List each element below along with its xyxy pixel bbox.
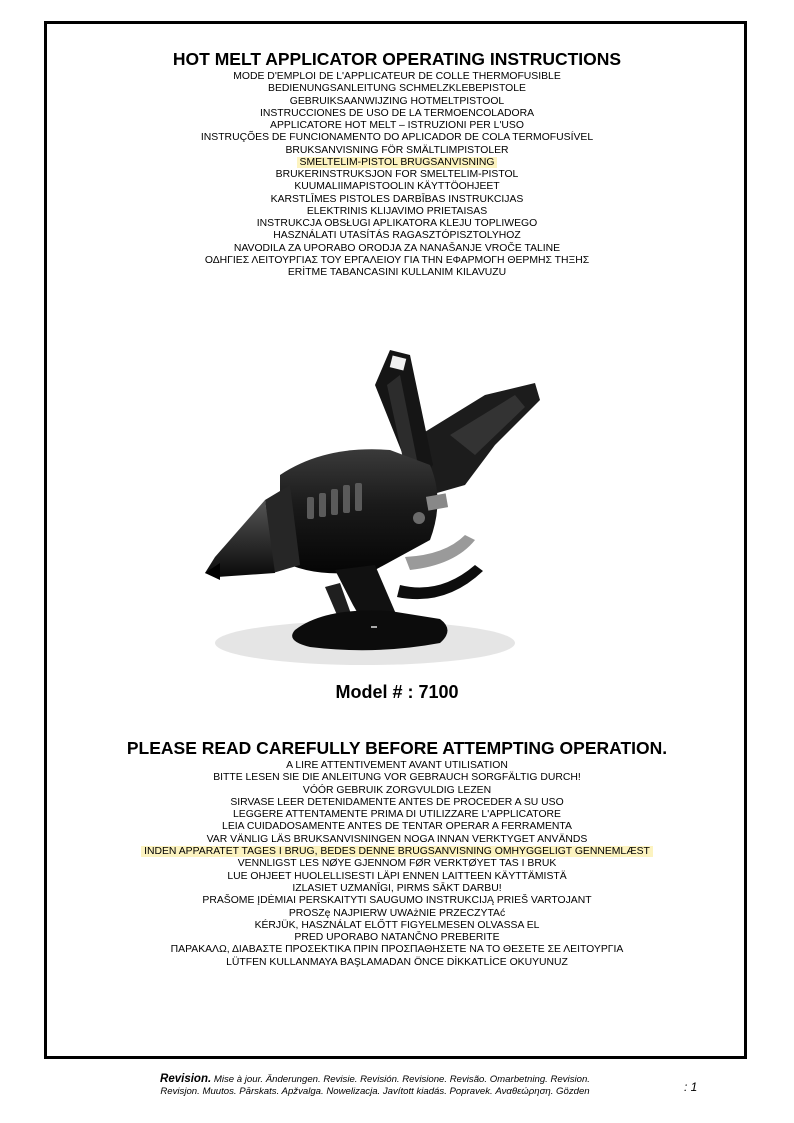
subtitle-text: APPLICATORE HOT MELT – ISTRUZIONI PER L'USO: [270, 120, 524, 131]
warning-text: VENNLIGST LES NØYE GJENNOM FØR VERKTØYET TAS I BRUK: [237, 858, 557, 870]
subtitle-text: ERİTME TABANCASINI KULLANIM KILAVUZU: [287, 267, 507, 278]
warning-line: [0, 834, 794, 846]
warning-line: [0, 858, 794, 870]
warning-line: [0, 785, 794, 797]
subtitle-line: [0, 267, 794, 279]
warning-text: LEGGERE ATTENTAMENTE PRIMA DI UTILIZZARE L'APPLICATORE: [232, 809, 561, 821]
subtitle-line: [0, 181, 794, 193]
warning-line: [0, 920, 794, 932]
glue-gun-image: [175, 325, 545, 685]
subtitle-text: ΟΔΗΓΙΕΣ ΛΕΙΤΟΥΡΓΙΑΣ ΤΟΥ ΕΡΓΑΛΕΙΟΥ ΓΙΑ ΤΗΝ ΕΦΑΡΜΟΓΗ ΘΕΡΜΗΣ ΤΗΞΗΣ: [204, 254, 590, 266]
subtitle-text: KUUMALIIMAPISTOOLIN KÄYTTÖOHJEET: [294, 181, 500, 193]
warning-text: VAR VÄNLIG LÄS BRUKSANVISNINGEN NOGA INNAN VERKTYGET ANVÄNDS: [206, 833, 588, 845]
warning-line: [0, 932, 794, 944]
subtitle-line: [0, 132, 794, 144]
warning-line: [0, 809, 794, 821]
subtitle-text: BRUKERINSTRUKSJON FOR SMELTELIM-PISTOL: [275, 169, 519, 180]
warning-translations: [0, 760, 794, 969]
revision-line-1: Mise à jour. Änderungen. Revisie. Revisión. Revisione. Revisão. Omarbetning. Revision.: [213, 1074, 590, 1085]
warning-line: [0, 944, 794, 956]
warning-text: IZLASIET UZMANĪGI, PIRMS SĀKT DARBU!: [292, 882, 502, 894]
subtitle-line: [0, 243, 794, 255]
subtitle-text: INSTRUCCIONES DE USO DE LA TERMOENCOLADORA: [259, 107, 535, 119]
warning-text: SIRVASE LEER DETENIDAMENTE ANTES DE PROCEDER A SU USO: [230, 796, 564, 808]
revision-footer: [80, 1073, 670, 1098]
warning-text: ΠΑΡΑΚΑΛΩ, ΔΙΑΒΑΣΤΕ ΠΡΟΣΕΚΤΙΚΑ ΠΡΙΝ ΠΡΟΣΠΑΘΗΣΕΤΕ ΝΑ ΤΟ ΘΕΣΕΤΕ ΣΕ ΛΕΙΤΟΥΡΓΙΑ: [170, 944, 624, 956]
subtitle-line: [0, 169, 794, 181]
subtitle-line: [0, 194, 794, 206]
subtitle-text: MODE D'EMPLOI DE L'APPLICATEUR DE COLLE THERMOFUSIBLE: [233, 71, 561, 82]
warning-text: A LIRE ATTENTIVEMENT AVANT UTILISATION: [286, 760, 508, 771]
subtitle-line: [0, 96, 794, 108]
warning-text: BITTE LESEN SIE DIE ANLEITUNG VOR GEBRAUCH SORGFÄLTIG DURCH!: [213, 772, 581, 784]
warning-text: PRAŠOME ĮDĖMIAI PERSKAITYTI SAUGUMO INSTRUKCIJĄ PRIEŠ VARTOJANT: [202, 895, 592, 907]
warning-text: LEIA CUIDADOSAMENTE ANTES DE TENTAR OPERAR A FERRAMENTA: [222, 821, 572, 833]
warning-text: LUE OHJEET HUOLELLISESTI LÄPI ENNEN LAITTEEN KÄYTTÄMISTÄ: [227, 870, 567, 882]
warning-text: VÓÓR GEBRUIK ZORGVULDIG LEZEN: [302, 784, 492, 796]
subtitle-text: INSTRUKCJA OBSŁUGI APLIKATORA KLEJU TOPLIWEGO: [256, 218, 538, 229]
warning-text: LÜTFEN KULLANMAYA BAŞLAMADAN ÖNCE DİKKATLİCE OKUYUNUZ: [226, 956, 568, 968]
subtitle-line: [0, 157, 794, 169]
warning-text: PRED UPORABO NATANČNO PREBERITE: [294, 932, 500, 944]
subtitle-line: [0, 206, 794, 218]
warning-line: [0, 846, 794, 858]
subtitle-text: NAVODILA ZA UPORABO ORODJA ZA NANAŠANJE VROČE TALINE: [233, 242, 561, 254]
subtitle-line: [0, 83, 794, 95]
warning-line: [0, 797, 794, 809]
warning-line: [0, 908, 794, 920]
subtitle-line: [0, 230, 794, 242]
warning-line: [0, 883, 794, 895]
subtitle-text: BEDIENUNGSANLEITUNG SCHMELZKLEBEPISTOLE: [268, 83, 526, 95]
subtitle-line: [0, 255, 794, 267]
subtitle-text: SMELTELIM-PISTOL BRUGSANVISNING: [297, 157, 498, 168]
warning-line: [0, 760, 794, 772]
title-translations: [0, 71, 794, 279]
warning-text: KÉRJÜK, HASZNÁLAT ELŐTT FIGYELMESEN OLVASSA EL: [254, 919, 540, 931]
document-title: HOT MELT APPLICATOR OPERATING INSTRUCTIONS: [172, 49, 622, 69]
subtitle-text: GEBRUIKSAANWIJZING HOTMELTPISTOOL: [289, 95, 505, 107]
warning-line: [0, 772, 794, 784]
subtitle-line: [0, 145, 794, 157]
subtitle-line: [0, 108, 794, 120]
warning-text: INDEN APPARATET TAGES I BRUG, BEDES DENNE BRUGSANVISNING OMHYGGELIGT GENNEMLÆST: [141, 846, 653, 857]
warning-line: [0, 957, 794, 969]
subtitle-text: KARSTLĪMES PISTOLES DARBĪBAS INSTRUKCIJAS: [270, 193, 524, 205]
warning-text: PROSZę NAJPIERW UWAżNIE PRZECZYTAć: [288, 907, 506, 919]
model-number: Model # : 7100: [335, 682, 459, 702]
subtitle-text: ELEKTRINIS KLIJAVIMO PRIETAISAS: [306, 205, 488, 217]
page-number: : 1: [684, 1080, 698, 1094]
subtitle-line: [0, 120, 794, 132]
warning-line: [0, 821, 794, 833]
subtitle-line: [0, 218, 794, 230]
warning-title: PLEASE READ CAREFULLY BEFORE ATTEMPTING OPERATION.: [126, 738, 668, 758]
subtitle-line: [0, 71, 794, 83]
revision-line-2: Revisjon. Muutos. Pārskats. Apžvalga. Nowelizacja. Javított kiadás. Popravek. Αναθεώρηση. Gözden: [160, 1086, 590, 1097]
warning-line: [0, 871, 794, 883]
subtitle-text: HASZNÁLATI UTASÍTÁS RAGASZTÓPISZTOLYHOZ: [273, 230, 521, 242]
subtitle-text: INSTRUÇÕES DE FUNCIONAMENTO DO APLICADOR DE COLA TERMOFUSÍVEL: [200, 132, 594, 144]
revision-label: Revision.: [160, 1073, 212, 1085]
warning-line: [0, 895, 794, 907]
subtitle-text: BRUKSANVISNING FÖR SMÄLTLIMPISTOLER: [285, 144, 509, 156]
